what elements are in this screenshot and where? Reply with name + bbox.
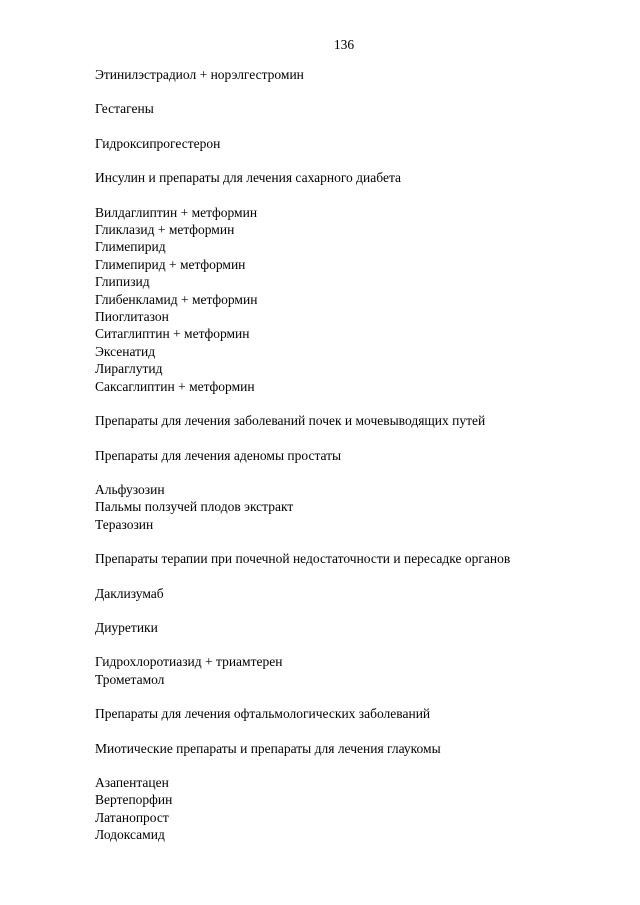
text-line: Вертепорфин (95, 792, 173, 808)
text-line: Инсулин и препараты для лечения сахарного диабета (95, 170, 402, 186)
text-block (95, 774, 615, 844)
document-body (95, 66, 615, 844)
text-line: Даклизумаб (95, 585, 164, 601)
text-line: Гликлазид + метформин (95, 222, 235, 238)
text-block (95, 740, 615, 757)
text-block (95, 66, 615, 83)
text-block (95, 100, 615, 117)
text-line: Пальмы ползучей плодов экстракт (95, 499, 294, 515)
text-block (95, 204, 615, 395)
text-line: Ситаглиптин + метформин (95, 326, 250, 342)
text-block (95, 619, 615, 636)
text-block (95, 135, 615, 152)
text-line: Препараты терапии при почечной недостаточности и пересадке органов (95, 551, 511, 567)
text-line: Теразозин (95, 516, 154, 532)
text-line: Гидроксипрогестерон (95, 135, 221, 151)
text-line: Миотические препараты и препараты для лечения глаукомы (95, 740, 441, 756)
text-line: Пиоглитазон (95, 309, 169, 325)
text-line: Лираглутид (95, 361, 163, 377)
text-block (95, 585, 615, 602)
text-line: Глимепирид (95, 239, 166, 255)
text-line: Эксенатид (95, 343, 156, 359)
text-block (95, 447, 615, 464)
text-line: Трометамол (95, 671, 165, 687)
text-line: Глимепирид + метформин (95, 256, 246, 272)
page-number: 136 (333, 37, 355, 52)
text-block (95, 481, 615, 533)
text-block (95, 653, 615, 688)
text-line: Гидрохлоротиазид + триамтерен (95, 654, 283, 670)
text-line: Этинилэстрадиол + норэлгестромин (95, 67, 304, 82)
text-block (95, 550, 615, 567)
text-line: Альфузозин (95, 481, 165, 497)
text-line: Глипизид (95, 274, 150, 290)
text-block (95, 169, 615, 186)
text-line: Препараты для лечения офтальмологических заболеваний (95, 706, 431, 722)
text-block (95, 412, 615, 429)
text-line: Лодоксамид (95, 827, 165, 843)
text-line: Глибенкламид + метформин (95, 291, 258, 307)
text-line: Азапентацен (95, 774, 169, 790)
text-line: Саксаглиптин + метформин (95, 378, 255, 394)
text-line: Препараты для лечения аденомы простаты (95, 447, 342, 463)
text-line: Латанопрост (95, 809, 169, 825)
text-line: Диуретики (95, 619, 158, 635)
text-line: Препараты для лечения заболеваний почек и мочевыводящих путей (95, 413, 486, 429)
text-line: Гестагены (95, 101, 154, 117)
text-line: Вилдаглиптин + метформин (95, 204, 258, 220)
text-block (95, 705, 615, 722)
